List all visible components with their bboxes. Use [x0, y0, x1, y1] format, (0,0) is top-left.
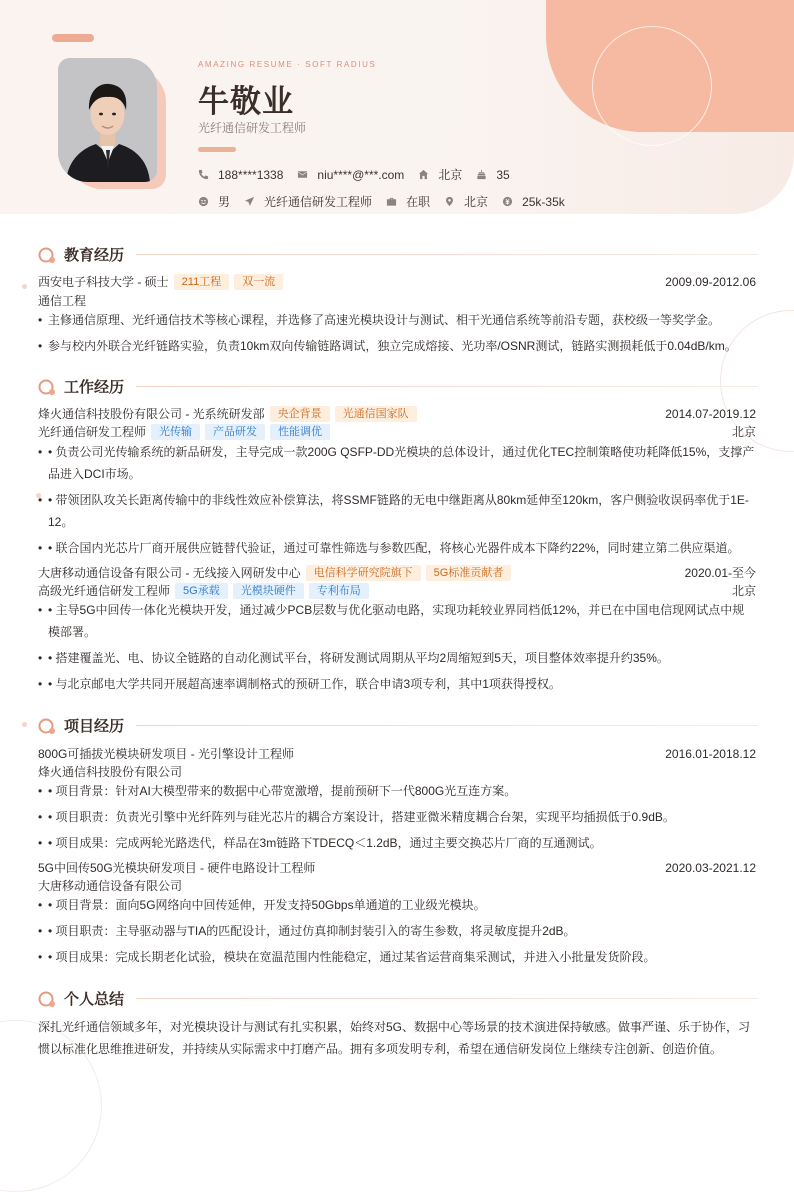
- list-item: • • 联合国内光芯片厂商开展供应链替代验证，通过可靠性筛选与参数匹配，将核心光器件成本下降约22%，同时建立第二供应渠道。: [38, 541, 740, 555]
- section-work-title: [38, 376, 758, 397]
- section-icon: [38, 717, 56, 735]
- list-item: • • 项目职责：主导驱动器与TIA的匹配设计，通过仿真抑制封装引入的寄生参数，将灵敏度提升2dB。: [38, 924, 576, 938]
- project-header: [38, 859, 756, 876]
- target-job-value: 光纤通信研发工程师: [264, 195, 373, 209]
- company-name: 烽火通信科技股份有限公司 - 光系统研发部: [38, 407, 265, 421]
- role-tag: 性能调优: [270, 424, 330, 440]
- role-tag: 专利布局: [309, 583, 369, 599]
- school-tag: 双一流: [234, 274, 283, 290]
- education-period: 2009.09-2012.06: [665, 274, 756, 289]
- section-heading: 工作经历: [64, 379, 125, 396]
- accent-bar: [52, 34, 94, 42]
- list-item: • • 与北京邮电大学共同开展超高速率调制格式的预研工作，联合申请3项专利，其中1项获得授权。: [38, 677, 561, 691]
- project-header: [38, 745, 756, 762]
- status-item: [386, 193, 430, 210]
- salary-value: 25k-35k: [522, 194, 565, 209]
- list-item: • • 搭建覆盖光、电、协议全链路的自动化测试平台，将研发测试周期从平均2周缩短到5天，项目整体效率提升约35%。: [38, 651, 669, 665]
- section-heading: 项目经历: [64, 718, 125, 735]
- title-underline: [198, 147, 236, 152]
- list-item: • • 带领团队攻关长距离传输中的非线性效应补偿算法，将SSMF链路的无电中继距离从80km延伸至120km，客户侧验收误码率优于1E-12。: [38, 493, 749, 529]
- school-name: 西安电子科技大学 - 硕士: [38, 275, 169, 289]
- city-value: 北京: [438, 168, 463, 182]
- section-icon: [38, 990, 56, 1008]
- target-job-item: [244, 193, 372, 210]
- decorative-dot: [22, 722, 27, 727]
- job-role-row: [38, 582, 756, 599]
- section-icon: [38, 246, 56, 264]
- project-period: 2020.03-2021.12: [665, 860, 756, 875]
- job-city: 北京: [731, 425, 756, 439]
- avatar: [58, 58, 157, 182]
- home-icon: [418, 169, 429, 180]
- candidate-name: 牛敬业: [198, 84, 294, 119]
- project-period: 2016.01-2018.12: [665, 746, 756, 761]
- gender-icon: [198, 196, 209, 207]
- company-tag: 5G标准贡献者: [426, 565, 512, 581]
- cake-icon: [476, 169, 487, 180]
- education-major: 通信工程: [38, 294, 87, 308]
- section-divider: [136, 998, 758, 999]
- city-item: [418, 166, 462, 183]
- education-header: [38, 273, 756, 290]
- age-item: [476, 168, 509, 182]
- money-icon: [502, 196, 513, 207]
- status-value: 在职: [406, 195, 431, 209]
- section-divider: [136, 725, 758, 726]
- age-value: 35: [496, 167, 510, 182]
- phone-icon: [198, 169, 209, 180]
- project-name: 5G中回传50G光模块研发项目 - 硬件电路设计工程师: [38, 861, 316, 875]
- section-heading: 教育经历: [64, 247, 125, 264]
- email-item: [297, 168, 404, 182]
- list-item: • 主修通信原理、光纤通信技术等核心课程，并选修了高速光模块设计与测试、相干光通信系统等前沿专题，获校级一等奖学金。: [38, 313, 721, 327]
- list-item: • • 项目成果：完成两轮光路迭代，样品在3m链路下TDECQ＜1.2dB，通过主要交换芯片厂商的互通测试。: [38, 836, 602, 850]
- company-tag: 电信科学研究院旗下: [306, 565, 421, 581]
- job-role: 高级光纤通信研发工程师: [38, 584, 171, 598]
- decorative-dot: [22, 284, 27, 289]
- target-city-item: [444, 193, 488, 210]
- project-company: 烽火通信科技股份有限公司: [38, 765, 183, 779]
- email-value: niu****@***.com: [317, 167, 405, 182]
- job-header: [38, 564, 756, 581]
- role-tag: 光传输: [151, 424, 200, 440]
- mail-icon: [297, 169, 308, 180]
- resume-tagline: AMAZING RESUME · SOFT RADIUS: [198, 60, 377, 69]
- phone-value: 188****1338: [218, 167, 284, 182]
- project-company: 大唐移动通信设备有限公司: [38, 879, 183, 893]
- job-role-row: [38, 423, 756, 440]
- location-icon: [444, 196, 455, 207]
- list-item: • • 项目背景：针对AI大模型带来的数据中心带宽激增，提前预研下一代800G光互连方案。: [38, 784, 517, 798]
- section-summary-title: [38, 988, 758, 1009]
- job-title: 光纤通信研发工程师: [198, 121, 307, 135]
- list-item: • • 主导5G中回传一体化光模块开发，通过减少PCB层数与优化驱动电路，实现功耗较业界同档低12%，并已在中国电信现网试点中规模部署。: [38, 603, 745, 639]
- section-icon: [38, 378, 56, 396]
- role-tag: 光模块硬件: [233, 583, 304, 599]
- job-header: [38, 405, 756, 422]
- section-projects-title: [38, 715, 758, 736]
- section-divider: [136, 254, 758, 255]
- list-item: • 参与校内外联合光纤链路实验，负责10km双向传输链路调试，独立完成熔接、光功率/OSNR测试，链路实测损耗低于0.04dB/km。: [38, 339, 737, 353]
- gender-item: [198, 193, 230, 210]
- job-role: 光纤通信研发工程师: [38, 425, 147, 439]
- section-education-title: [38, 244, 758, 265]
- decorative-ring: [592, 26, 712, 146]
- summary-text: 深扎光纤通信领域多年，对光模块设计与测试有扎实积累，始终对5G、数据中心等场景的技术演进保持敏感。做事严谨、乐于协作，习惯以标准化思维推进研发，并持续从实际需求中打磨产品。拥有多项发明专利，希望在通信研发岗位上继续专注创新、创造价值。: [38, 1020, 751, 1056]
- briefcase-icon: [386, 196, 397, 207]
- list-item: • • 项目职责：负责光引擎中光纤阵列与硅光芯片的耦合方案设计，搭建亚微米精度耦合台架，实现平均插损低于0.9dB。: [38, 810, 675, 824]
- company-tag: 央企背景: [270, 406, 330, 422]
- role-tag: 产品研发: [205, 424, 265, 440]
- job-period: 2020.01-至今: [684, 566, 756, 580]
- phone-item: [198, 168, 283, 182]
- project-name: 800G可插拔光模块研发项目 - 光引擎设计工程师: [38, 747, 295, 761]
- section-heading: 个人总结: [64, 991, 125, 1008]
- company-name: 大唐移动通信设备有限公司 - 无线接入网研发中心: [38, 566, 301, 580]
- portrait-image: [58, 58, 157, 182]
- gender-value: 男: [218, 195, 231, 209]
- list-item: • • 项目成果：完成长期老化试验，模块在宽温范围内性能稳定，通过某省运营商集采测试，并进入小批量发货阶段。: [38, 950, 656, 964]
- salary-item: [502, 195, 565, 209]
- contact-row: [198, 166, 524, 183]
- list-item: • • 负责公司光传输系统的新品研发，主导完成一款200G QSFP-DD光模块的总体设计，通过优化TEC控制策略使功耗降低15%，支撑产品进入DCI市场。: [38, 445, 755, 481]
- section-divider: [136, 386, 758, 387]
- target-city-value: 北京: [464, 195, 489, 209]
- profile-row: [198, 193, 579, 210]
- job-period: 2014.07-2019.12: [665, 406, 756, 421]
- company-tag: 光通信国家队: [335, 406, 417, 422]
- list-item: • • 项目背景：面向5G网络向中回传延伸，开发支持50Gbps单通道的工业级光模块。: [38, 898, 486, 912]
- school-tag: 211工程: [174, 274, 230, 290]
- role-tag: 5G承载: [175, 583, 228, 599]
- send-icon: [244, 196, 255, 207]
- job-city: 北京: [731, 584, 756, 598]
